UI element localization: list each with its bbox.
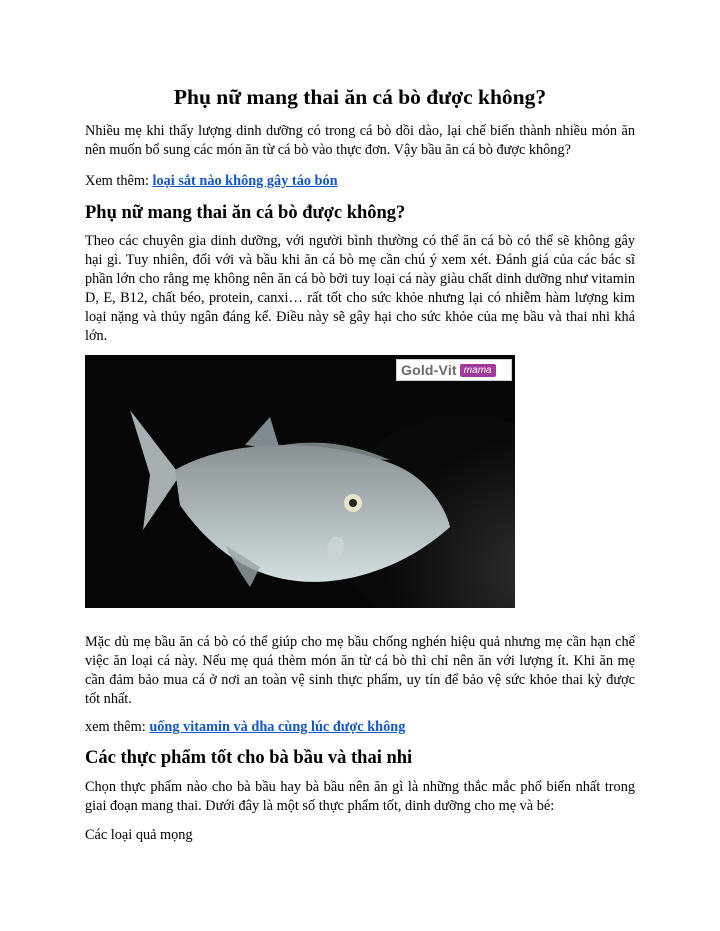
intro-paragraph: Nhiều mẹ khi thấy lượng dinh dưỡng có trong cá bò dồi dào, lại chế biến thành nhiều món ăn nên muốn bổ sung các món ăn từ cá bò vào thực đơn. Vậy bầu ăn cá bò được không?	[85, 123, 635, 158]
watermark-badge	[396, 359, 512, 381]
section1-heading: Phụ nữ mang thai ăn cá bò được không?	[85, 203, 406, 223]
section1-paragraph: Theo các chuyên gia dinh dưỡng, với người bình thường có thể ăn cá bò có thể sẽ không gây hại gì. Tuy nhiên, đối với và bầu khi ăn cá bò mẹ cần chú ý xem xét. Đánh giá của các bác sĩ phần lớn cho rằng mẹ không nên ăn cá bò bởi tuy loại cá này giàu chất dinh dưỡng như vitamin D, E, B12, chất béo, protein, canxi… rất tốt cho sức khỏe nhưng lại có nhiễm hàm lượng kim loại nặng và thủy ngân đáng kể. Điều này sẽ gây hại cho sức khỏe của mẹ bầu và thai nhi khá lớn.	[85, 233, 635, 344]
see-more-2-link[interactable]: uống vitamin và dha cùng lúc được không	[149, 719, 406, 735]
see-more-1	[85, 172, 635, 191]
section2-heading: Các thực phẩm tốt cho bà bầu và thai nhi	[85, 748, 413, 768]
see-more-2	[85, 718, 635, 737]
watermark-sub: mama	[460, 364, 496, 377]
section2-paragraph: Chọn thực phẩm nào cho bà bầu hay bà bầu nên ăn gì là những thắc mắc phổ biến nhất trong giai đoạn mang thai. Dưới đây là một số thực phẩm tốt, dinh dưỡng cho mẹ và bé:	[85, 779, 635, 814]
fish-image	[85, 355, 515, 608]
watermark-main: Gold-Vit	[401, 362, 457, 378]
fish-illustration	[85, 355, 515, 608]
paragraph-after-image: Mặc dù mẹ bầu ăn cá bò có thể giúp cho mẹ bầu chống nghén hiệu quả nhưng mẹ cần hạn chế việc ăn loại cá này. Nếu mẹ quá thèm món ăn từ cá bò thì chỉ nên ăn với lượng ít. Khi ăn mẹ cần đảm bảo mua cá ở nơi an toàn vệ sinh thực phẩm, uy tín để bảo vệ sức khỏe thai kỳ được tốt nhất.	[85, 634, 635, 707]
page-title: Phụ nữ mang thai ăn cá bò được không?	[173, 85, 547, 109]
subheading-berries: Các loại quả mọng	[85, 827, 193, 843]
see-more-1-link[interactable]: loại sắt nào không gây táo bón	[152, 173, 338, 189]
see-more-2-prefix: xem thêm:	[85, 719, 150, 735]
see-more-1-prefix: Xem thêm:	[85, 173, 153, 189]
